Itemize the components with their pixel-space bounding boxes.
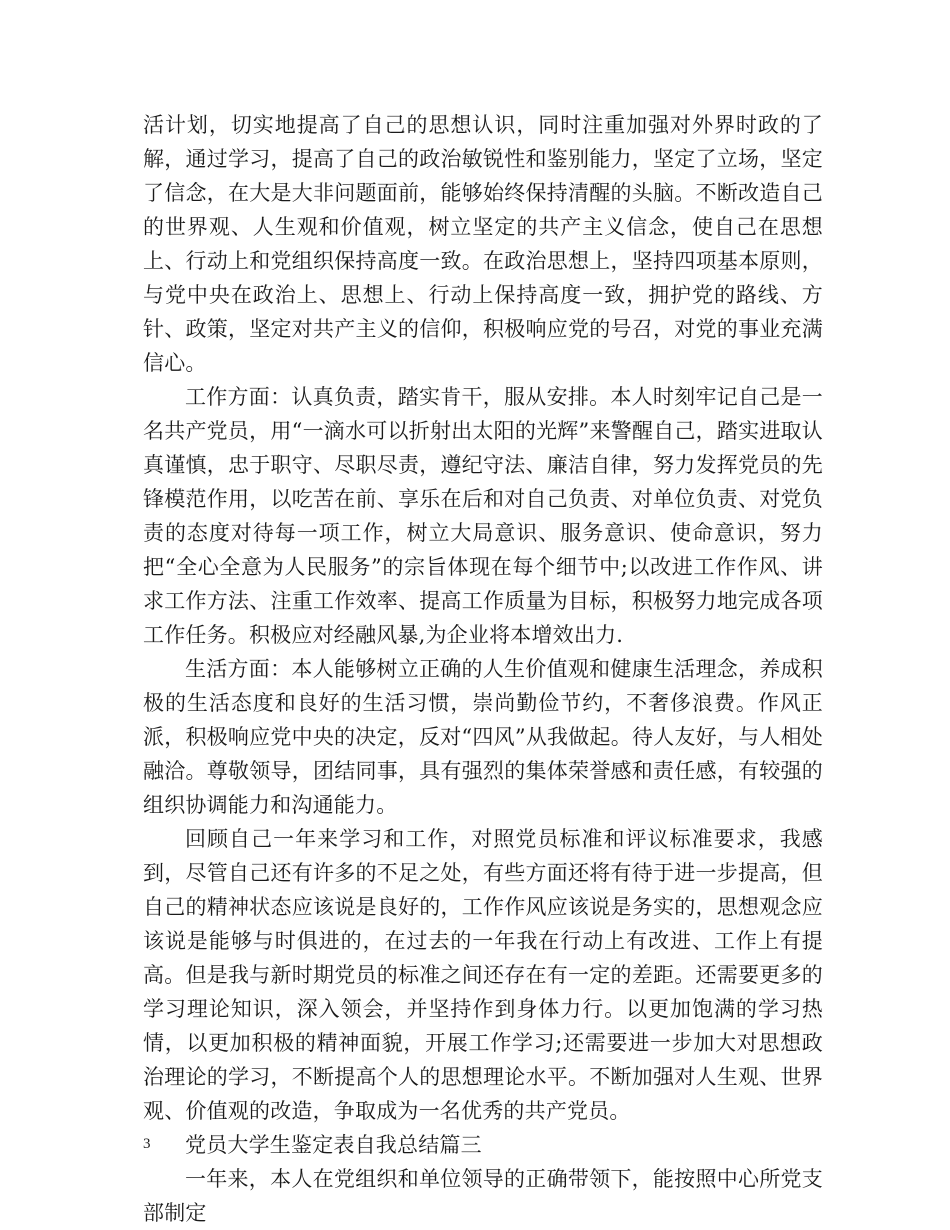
paragraph-1: 活计划，切实地提高了自己的思想认识，同时注重加强对外界时政的了解，通过学习，提高了自己的政治敏锐性和鉴别能力，坚定了立场，坚定了信念，在大是大非问题面前，能够始终保持清醒的头脑。不断改造自己的世界观、人生观和价值观，树立坚定的共产主义信念，使自己在思想上、行动上和党组织保持高度一致。在政治思想上，坚持四项基本原则，与党中央在政治上、思想上、行动上保持高度一致，拥护党的路线、方针、政策，坚定对共产主义的信仰，积极响应党的号召，对党的事业充满信心。 <box>143 113 823 375</box>
paragraph-5: 一年来，本人在党组织和单位领导的正确带领下，能按照中心所党支部制定 <box>143 1167 823 1225</box>
page-number: 3 <box>143 1136 151 1152</box>
paragraph-4: 回顾自己一年来学习和工作，对照党员标准和评议标准要求，我感到，尽管自己还有许多的不足之处，有些方面还将有待于进一步提高，但自己的精神状态应该说是良好的，工作作风应该说是务实的，思想观念应该说是能够与时俱进的，在过去的一年我在行动上有改进、工作上有提高。但是我与新时期党员的标准之间还存在有一定的差距。还需要更多的学习理论知识，深入领会，并坚持作到身体力行。以更加饱满的学习热情，以更加积极的精神面貌，开展工作学习;还需要进一步加大对思想政治理论的学习，不断提高个人的思想理论水平。不断加强对人生观、世界观、价值观的改造，争取成为一名优秀的共产党员。 <box>143 827 823 1123</box>
paragraph-3: 生活方面：本人能够树立正确的人生价值观和健康生活理念，养成积极的生活态度和良好的生活习惯，崇尚勤俭节约，不奢侈浪费。作风正派，积极响应党中央的决定，反对“四风”从我做起。待人友好，与人相处融洽。尊敬领导，团结同事，具有强烈的集体荣誉感和责任感，有较强的组织协调能力和沟通能力。 <box>143 657 823 817</box>
document-body <box>143 108 823 1230</box>
paragraph-2: 工作方面：认真负责，踏实肯干，服从安排。本人时刻牢记自己是一名共产党员，用“一滴水可以折射出太阳的光辉”来警醒自己，踏实进取认真谨慎，忠于职守、尽职尽责，遵纪守法、廉洁自律，努力发挥党员的先锋模范作用，以吃苦在前、享乐在后和对自己负责、对单位负责、对党负责的态度对待每一项工作，树立大局意识、服务意识、使命意识，努力把“全心全意为人民服务”的宗旨体现在每个细节中;以改进工作作风、讲求工作方法、注重工作效率、提高工作质量为目标，积极努力地完成各项工作任务。积极应对经融风暴,为企业将本增效出力. <box>143 385 823 647</box>
section-heading: 党员大学生鉴定表自我总结篇三 <box>185 1133 482 1157</box>
